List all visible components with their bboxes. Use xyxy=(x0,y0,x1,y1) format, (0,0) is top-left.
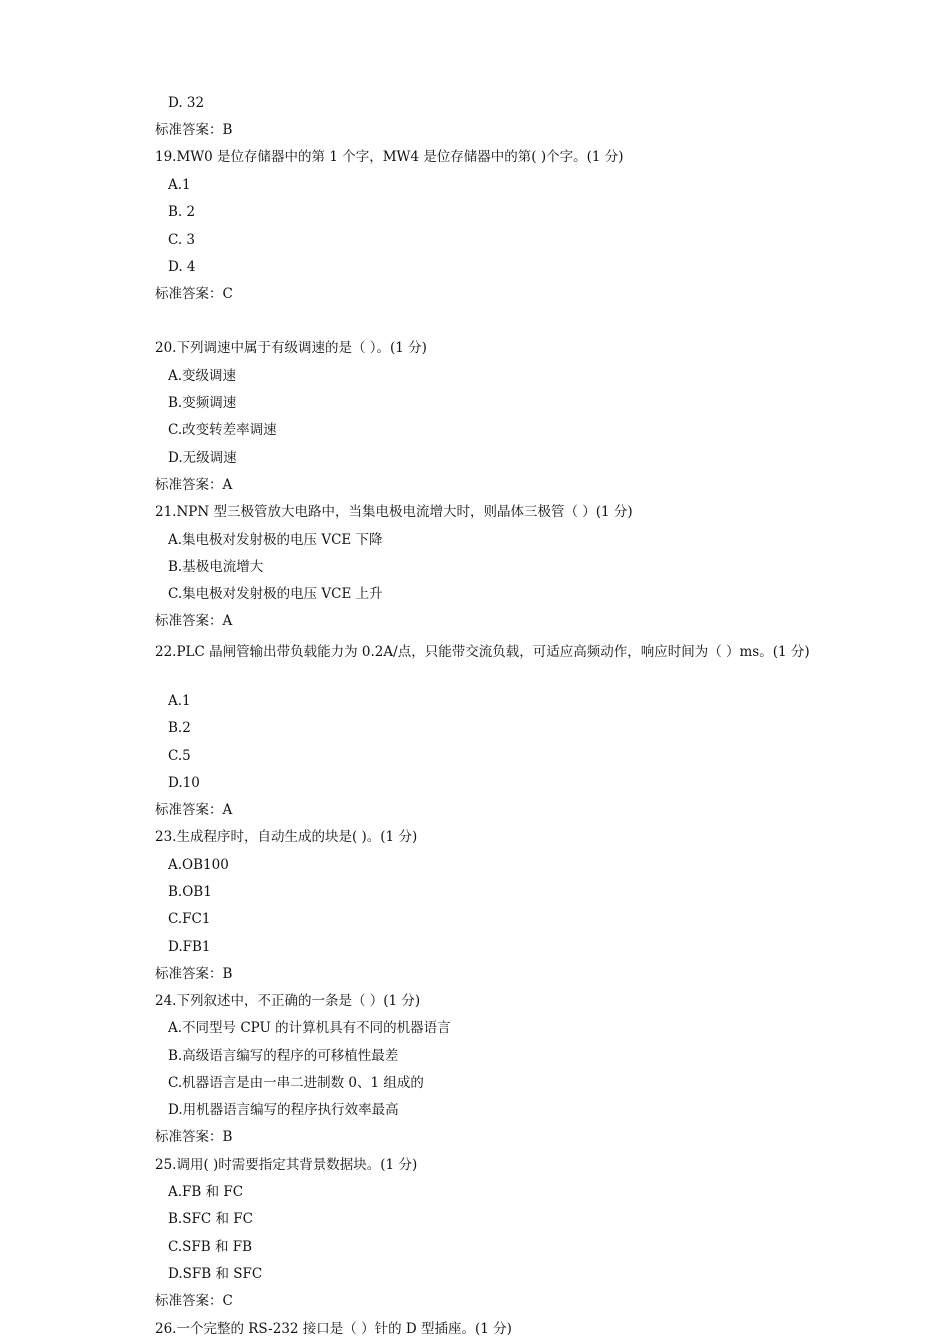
option-item: B.高级语言编写的程序的可移植性最差 xyxy=(168,1048,399,1064)
answer-line: 标准答案：B xyxy=(155,1129,233,1145)
option-item: A.1 xyxy=(168,177,191,193)
option-item: C.集电极对发射极的电压 VCE 上升 xyxy=(168,586,383,602)
option-item: B. 2 xyxy=(168,204,196,220)
option-item: C.5 xyxy=(168,748,191,764)
option-item: A.FB 和 FC xyxy=(168,1184,244,1200)
option-item: D. 32 xyxy=(168,95,205,111)
answer-line: 标准答案：A xyxy=(155,613,233,629)
option-item: D.无级调速 xyxy=(168,450,237,466)
answer-line: 标准答案：B xyxy=(155,122,233,138)
question-text: 24.下列叙述中，不正确的一条是（ ）(1 分) xyxy=(155,993,421,1009)
question-text: 22.PLC 晶闸管输出带负载能力为 0.2A/点，只能带交流负载，可适应高频动作，响应时间为（ ）ms。(1 分) xyxy=(155,644,810,660)
answer-line: 标准答案：C xyxy=(155,1293,233,1309)
option-item: D. 4 xyxy=(168,259,196,275)
option-item: B.SFC 和 FC xyxy=(168,1211,253,1227)
answer-line: 标准答案：A xyxy=(155,802,233,818)
answer-line: 标准答案：A xyxy=(155,477,233,493)
question-text: 25.调用( )时需要指定其背景数据块。(1 分) xyxy=(155,1157,418,1173)
option-item: A.OB100 xyxy=(168,857,229,873)
option-item: D.FB1 xyxy=(168,939,211,955)
option-item: B.2 xyxy=(168,720,191,736)
option-item: C. 3 xyxy=(168,232,196,248)
option-item: C.改变转差率调速 xyxy=(168,422,277,438)
question-text: 19.MW0 是位存储器中的第 1 个字，MW4 是位存储器中的第( )个字。(1 分) xyxy=(155,149,624,165)
option-item: A.不同型号 CPU 的计算机具有不同的机器语言 xyxy=(168,1020,451,1036)
option-item: B.变频调速 xyxy=(168,395,237,411)
option-item: A.集电极对发射极的电压 VCE 下降 xyxy=(168,532,383,548)
option-item: D.SFB 和 SFC xyxy=(168,1266,263,1282)
option-item: C.机器语言是由一串二进制数 0、1 组成的 xyxy=(168,1075,424,1091)
option-item: D.10 xyxy=(168,775,200,791)
option-item: B.OB1 xyxy=(168,884,212,900)
answer-line: 标准答案：C xyxy=(155,286,233,302)
option-item: D.用机器语言编写的程序执行效率最高 xyxy=(168,1102,399,1118)
answer-line: 标准答案：B xyxy=(155,966,233,982)
option-item: A.变级调速 xyxy=(168,368,237,384)
option-item: B.基极电流增大 xyxy=(168,559,264,575)
option-item: C.SFB 和 FB xyxy=(168,1239,253,1255)
question-text: 26.一个完整的 RS-232 接口是（ ）针的 D 型插座。(1 分) xyxy=(155,1321,512,1337)
option-item: A.1 xyxy=(168,693,191,709)
question-text: 20.下列调速中属于有级调速的是（ ）。(1 分) xyxy=(155,340,427,356)
question-text: 23.生成程序时，自动生成的块是( )。(1 分) xyxy=(155,829,418,845)
question-text: 21.NPN 型三极管放大电路中，当集电极电流增大时，则晶体三极管（ ）(1 分) xyxy=(155,504,633,520)
option-item: C.FC1 xyxy=(168,911,211,927)
